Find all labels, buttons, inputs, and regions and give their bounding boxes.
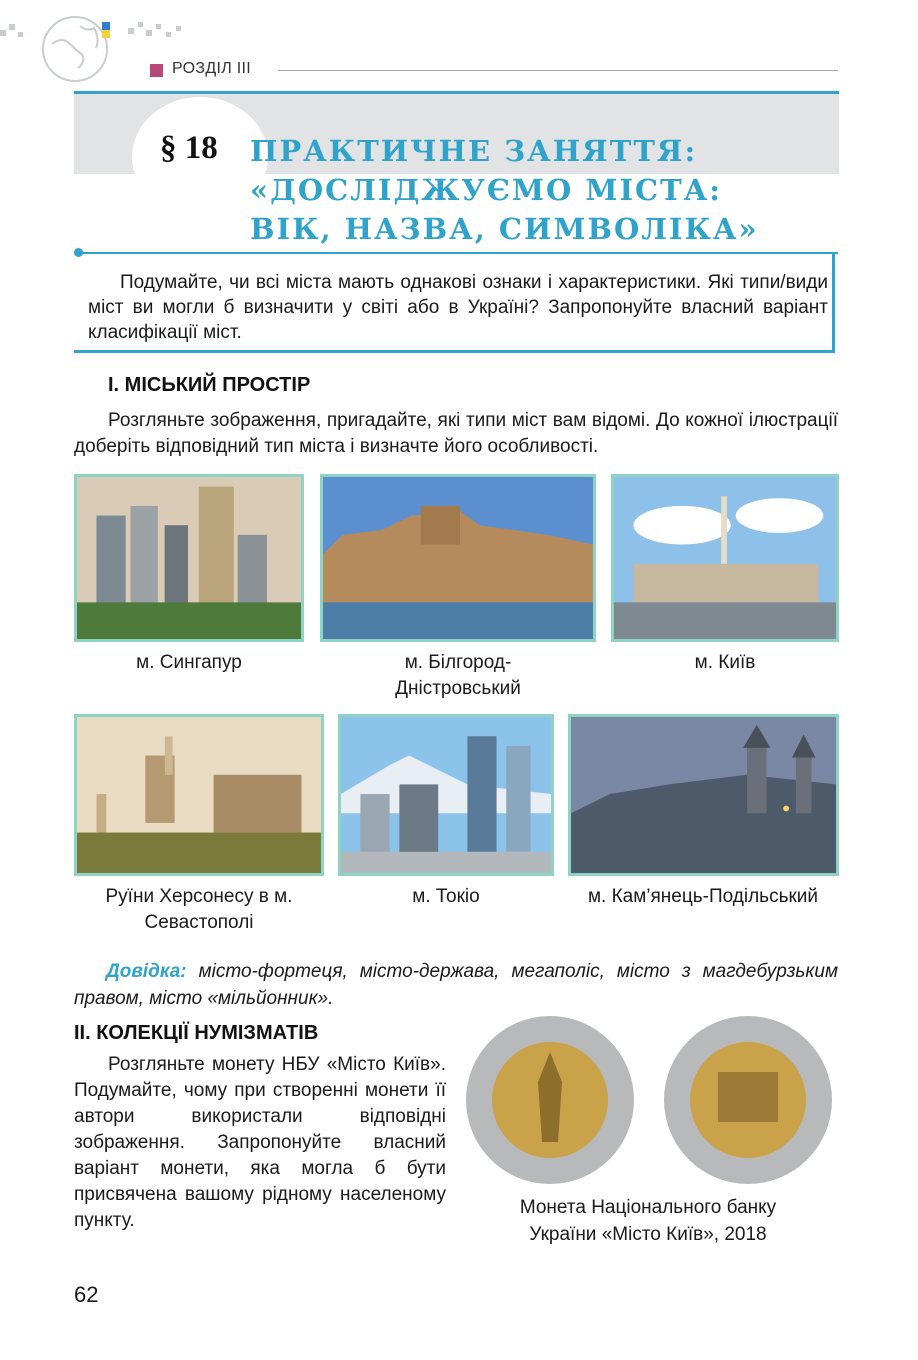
photo-caption: м. Білгород-Дністровський bbox=[395, 652, 521, 699]
ruins-photo bbox=[74, 714, 324, 876]
section-label: РОЗДІЛ III bbox=[172, 60, 251, 77]
kyiv-square-photo bbox=[611, 474, 839, 642]
section1-text: Розгляньте зображення, пригадайте, які типи міст вам відомі. До кожної ілюстрації доберіть відповідний тип міста і визначте його особливості. bbox=[74, 410, 838, 457]
reference-text: місто-фортеця, місто-держава, мегаполіс, місто з магдебурзьким правом, місто «мільйонник». bbox=[74, 961, 838, 1009]
title-banner-line bbox=[74, 91, 839, 94]
photo-caption: м. Київ bbox=[694, 652, 756, 673]
page-title bbox=[250, 132, 810, 249]
section-marker bbox=[150, 64, 163, 77]
photo-caption: м. Токіо bbox=[412, 886, 480, 907]
header-divider bbox=[278, 70, 838, 71]
paragraph-number: § 18 bbox=[160, 130, 218, 166]
photo-caption: Руїни Херсонесу в м. Севастополі bbox=[105, 886, 293, 933]
coin-obverse bbox=[466, 1016, 634, 1184]
coin-caption bbox=[470, 1194, 826, 1248]
section2-text: Розгляньте монету НБУ «Місто Київ». Подумайте, чому при створенні монети її автори використали відповідні зображення. Запропонуйте власний варіант монети, яка могла б бути присвячена вашому рідному населеному пункту. bbox=[74, 1054, 446, 1231]
title-line: «ДОСЛІДЖУЄМО МІСТА: bbox=[250, 173, 723, 207]
photo-caption: м. Сингапур bbox=[136, 652, 242, 673]
globe-icon bbox=[40, 14, 110, 84]
intro-text: Подумайте, чи всі міста мають однакові ознаки і характеристики. Які типи/види міст ви могли б визначити у світі або в Україні? Запропонуйте власний варіант класифікації міст. bbox=[88, 272, 828, 343]
coin-reverse bbox=[664, 1016, 832, 1184]
coin-image bbox=[462, 1012, 840, 1190]
section1-heading: I. МІСЬКИЙ ПРОСТІР bbox=[108, 374, 311, 396]
coin-caption-line: України «Місто Київ», 2018 bbox=[529, 1224, 767, 1245]
page-number: 62 bbox=[74, 1282, 99, 1307]
photo-caption: м. Кам’янець-Подільський bbox=[587, 886, 819, 907]
section2-heading: II. КОЛЕКЦІЇ НУМІЗМАТІВ bbox=[74, 1022, 319, 1044]
coin-caption-line: Монета Національного банку bbox=[519, 1197, 777, 1218]
title-line: ВІК, НАЗВА, СИМВОЛІКА» bbox=[250, 212, 759, 246]
title-line: ПРАКТИЧНЕ ЗАНЯТТЯ: bbox=[250, 134, 698, 168]
tokyo-skyline-photo bbox=[338, 714, 554, 876]
reference-note bbox=[74, 958, 838, 1012]
fortress-photo bbox=[320, 474, 596, 642]
reference-label: Довідка: bbox=[106, 961, 187, 982]
singapore-skyline-photo bbox=[74, 474, 304, 642]
castle-photo bbox=[568, 714, 839, 876]
